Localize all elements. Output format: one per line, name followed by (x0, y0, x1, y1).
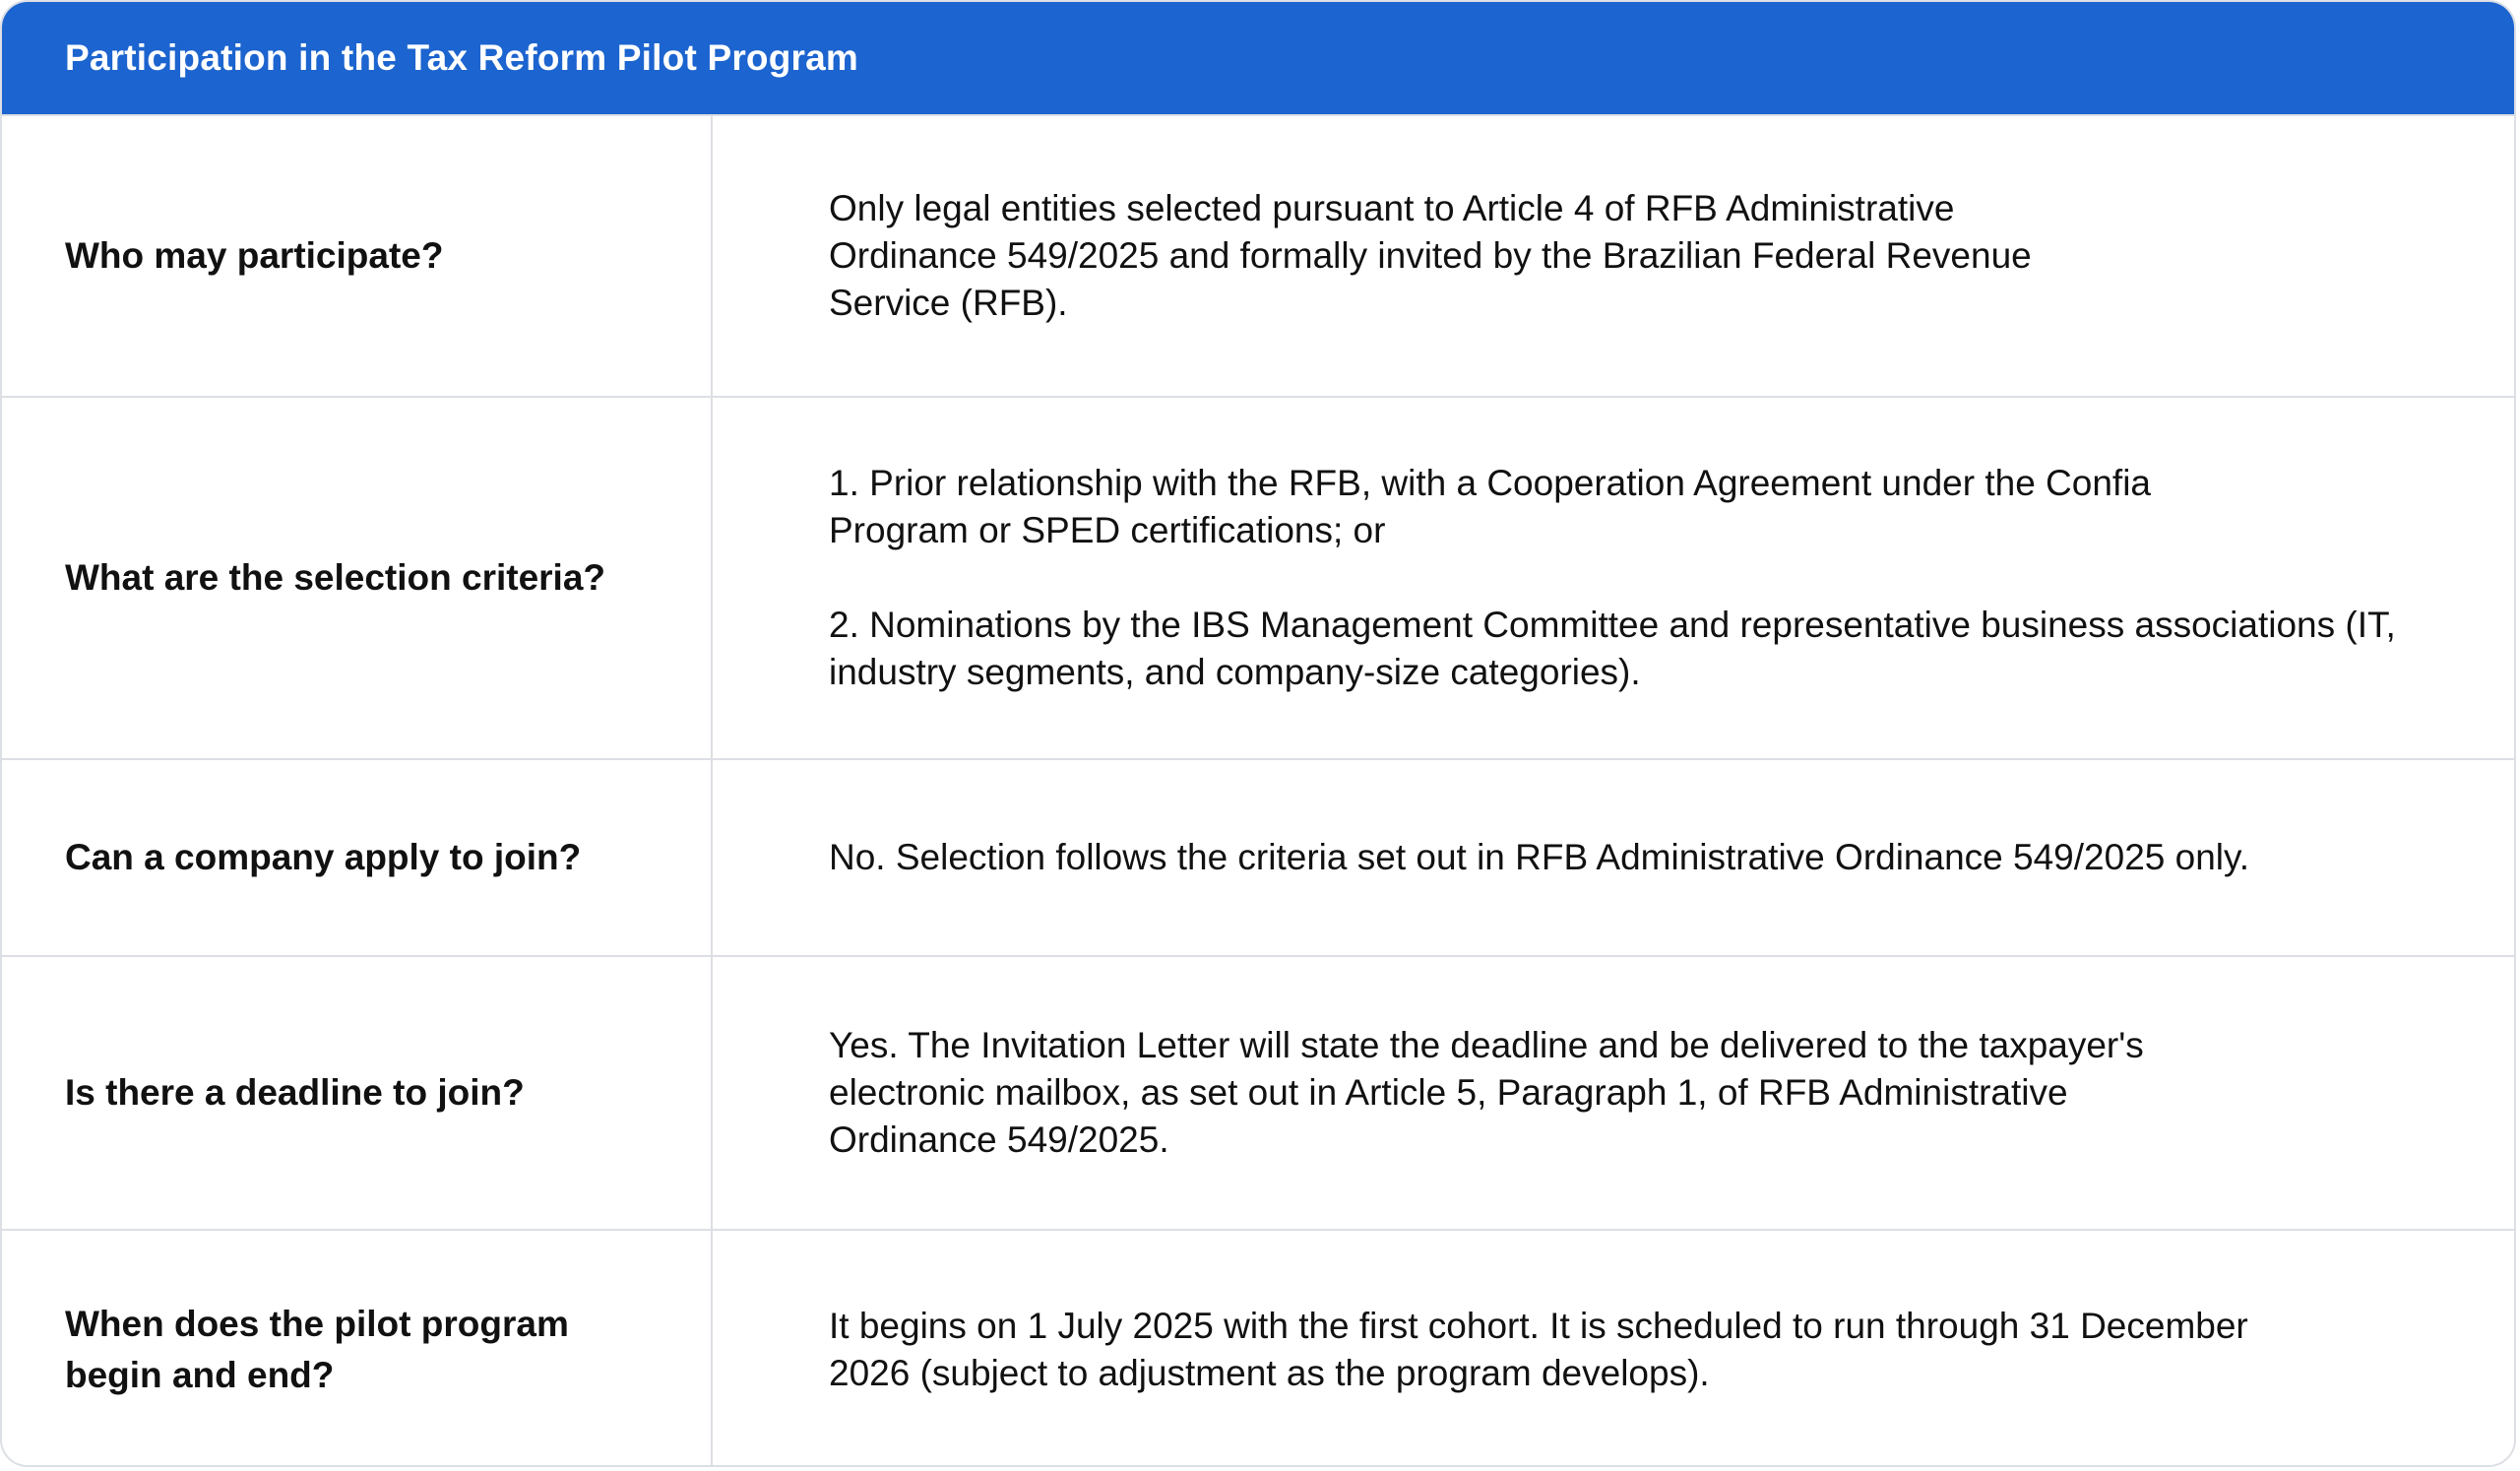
table-row (2, 1229, 2514, 1467)
answer-paragraph: Only legal entities selected pursuant to Article 4 of RFB Administrative Ordinance 549/2025 and formally invited by the Brazilian Federal Revenue Service (RFB). (829, 188, 2032, 323)
question-cell (2, 116, 713, 396)
question-text: Is there a deadline to join? (65, 1072, 525, 1113)
answer-paragraph: It begins on 1 July 2025 with the first cohort. It is scheduled to run through 31 December 2026 (subject to adjustment as the program develops). (829, 1306, 2248, 1393)
table-row (2, 955, 2514, 1229)
answer-text (829, 1303, 2305, 1397)
question-cell (2, 760, 713, 955)
table-header (2, 2, 2514, 114)
answer-text (829, 185, 2128, 327)
table-title: Participation in the Tax Reform Pilot Program (65, 37, 858, 78)
answer-paragraph: No. Selection follows the criteria set out in RFB Administrative Ordinance 549/2025 only. (829, 837, 2250, 877)
question-cell (2, 1231, 713, 1467)
answer-cell (713, 957, 2514, 1229)
answer-paragraph: 2. Nominations by the IBS Management Committee and representative business associations (IT, industry segments, and company-size categories). (829, 605, 2396, 692)
answer-cell (713, 760, 2514, 955)
table-row (2, 396, 2514, 758)
question-text: Who may participate? (65, 235, 444, 276)
question-cell (2, 957, 713, 1229)
question-cell (2, 398, 713, 758)
answer-cell (713, 116, 2514, 396)
question-text: When does the pilot program begin and end? (65, 1304, 569, 1395)
answer-paragraph: Yes. The Invitation Letter will state the deadline and be delivered to the taxpayer's electronic mailbox, as set out in Article 5, Paragraph 1, of RFB Administrative Ordinance 549/2025. (829, 1025, 2144, 1160)
answer-cell (713, 1231, 2514, 1467)
table-row (2, 758, 2514, 955)
answer-text (829, 460, 2426, 696)
answer-cell (713, 398, 2514, 758)
question-text: What are the selection criteria? (65, 557, 606, 598)
table-row (2, 114, 2514, 396)
answer-paragraph: 1. Prior relationship with the RFB, with a Cooperation Agreement under the Confia Program or SPED certifications; or (829, 463, 2152, 550)
answer-text (829, 834, 2249, 881)
answer-text (829, 1022, 2227, 1164)
question-text: Can a company apply to join? (65, 837, 582, 877)
